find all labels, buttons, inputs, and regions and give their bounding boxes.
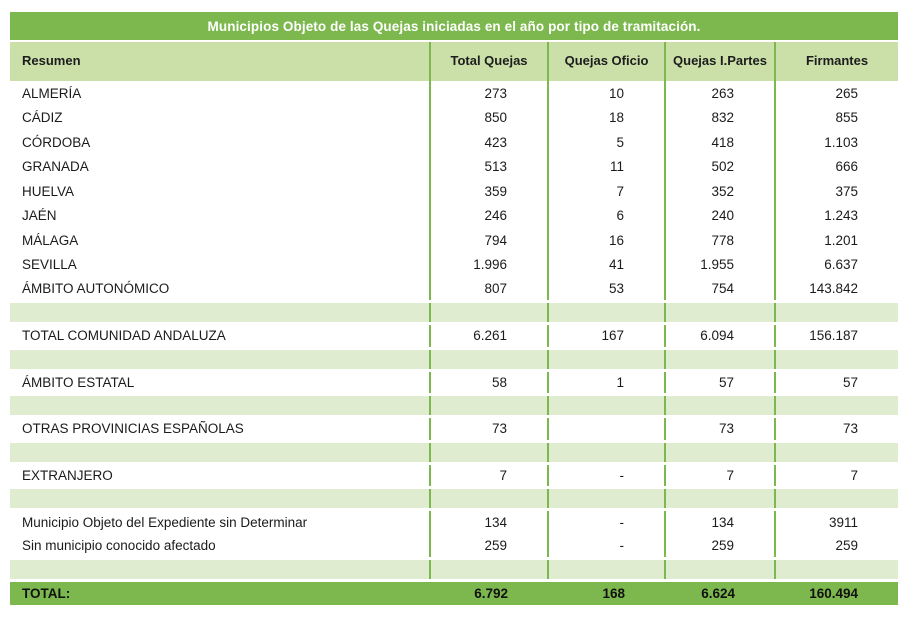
row-value: 265 — [775, 81, 898, 106]
row-value: 7 — [430, 463, 548, 488]
total-row-firmantes: 160.494 — [775, 581, 898, 605]
row-value: 754 — [665, 277, 775, 302]
table-row — [10, 130, 898, 155]
spacer-row — [10, 559, 898, 581]
row-value: 855 — [775, 106, 898, 131]
row-value: 259 — [775, 534, 898, 559]
table-row — [10, 253, 898, 278]
spacer-cell — [665, 348, 775, 370]
row-value: 57 — [665, 370, 775, 395]
table-row — [10, 81, 898, 106]
row-value: 6.637 — [775, 253, 898, 278]
spacer-row — [10, 302, 898, 324]
row-value: 259 — [430, 534, 548, 559]
spacer-cell — [10, 559, 430, 581]
row-value: 73 — [775, 417, 898, 442]
row-value: 240 — [665, 204, 775, 229]
table-body — [10, 81, 898, 581]
table-row — [10, 324, 898, 349]
table-row — [10, 106, 898, 131]
row-value: 143.842 — [775, 277, 898, 302]
table-row — [10, 534, 898, 559]
row-value: 167 — [548, 324, 665, 349]
row-label: EXTRANJERO — [10, 463, 430, 488]
row-value: 418 — [665, 130, 775, 155]
row-value: 156.187 — [775, 324, 898, 349]
row-value: 6 — [548, 204, 665, 229]
row-value: 246 — [430, 204, 548, 229]
spacer-cell — [775, 441, 898, 463]
table-row — [10, 179, 898, 204]
row-label: MÁLAGA — [10, 228, 430, 253]
spacer-row — [10, 348, 898, 370]
spacer-cell — [548, 348, 665, 370]
row-value: 18 — [548, 106, 665, 131]
row-value: 5 — [548, 130, 665, 155]
row-value: 1.955 — [665, 253, 775, 278]
spacer-cell — [10, 302, 430, 324]
table-title-row — [10, 12, 898, 41]
spacer-row — [10, 488, 898, 510]
row-label: OTRAS PROVINICIAS ESPAÑOLAS — [10, 417, 430, 442]
row-label: Sin municipio conocido afectado — [10, 534, 430, 559]
row-label: ÁMBITO ESTATAL — [10, 370, 430, 395]
column-header-total-quejas: Total Quejas — [430, 41, 548, 81]
row-value: 259 — [665, 534, 775, 559]
spacer-cell — [548, 441, 665, 463]
row-value: 273 — [430, 81, 548, 106]
row-value: 666 — [775, 155, 898, 180]
row-value: 502 — [665, 155, 775, 180]
table-title: Municipios Objeto de las Quejas iniciadas en el año por tipo de tramitación. — [10, 12, 898, 41]
row-label: CÓRDOBA — [10, 130, 430, 155]
row-label: TOTAL COMUNIDAD ANDALUZA — [10, 324, 430, 349]
table-header-row — [10, 41, 898, 81]
spacer-cell — [775, 559, 898, 581]
table-total-row — [10, 581, 898, 605]
row-value: 423 — [430, 130, 548, 155]
spacer-cell — [665, 441, 775, 463]
spacer-cell — [430, 348, 548, 370]
row-value: 3911 — [775, 510, 898, 535]
row-value: - — [548, 534, 665, 559]
spacer-cell — [775, 302, 898, 324]
row-label: GRANADA — [10, 155, 430, 180]
row-value: 794 — [430, 228, 548, 253]
row-value: 1.103 — [775, 130, 898, 155]
row-value: 778 — [665, 228, 775, 253]
column-header-resumen: Resumen — [10, 41, 430, 81]
table-row — [10, 204, 898, 229]
row-value: 10 — [548, 81, 665, 106]
row-value: 7 — [775, 463, 898, 488]
row-value: 513 — [430, 155, 548, 180]
column-header-quejas-oficio: Quejas Oficio — [548, 41, 665, 81]
row-value: 1.996 — [430, 253, 548, 278]
row-value: 352 — [665, 179, 775, 204]
row-value: 1.201 — [775, 228, 898, 253]
total-row-label: TOTAL: — [10, 581, 430, 605]
row-label: SEVILLA — [10, 253, 430, 278]
spacer-cell — [430, 395, 548, 417]
table-row — [10, 155, 898, 180]
row-value: 53 — [548, 277, 665, 302]
total-row-total-quejas: 6.792 — [430, 581, 548, 605]
spacer-cell — [10, 348, 430, 370]
spacer-cell — [548, 302, 665, 324]
row-value: 41 — [548, 253, 665, 278]
row-label: ALMERÍA — [10, 81, 430, 106]
spacer-cell — [665, 559, 775, 581]
spacer-cell — [665, 395, 775, 417]
spacer-cell — [430, 302, 548, 324]
table-row — [10, 228, 898, 253]
spacer-row — [10, 395, 898, 417]
spacer-cell — [665, 488, 775, 510]
row-value: 6.261 — [430, 324, 548, 349]
quejas-municipios-table — [10, 12, 898, 605]
row-label: ÁMBITO AUTONÓMICO — [10, 277, 430, 302]
row-value: 7 — [548, 179, 665, 204]
row-value: 263 — [665, 81, 775, 106]
row-value: 832 — [665, 106, 775, 131]
spacer-cell — [10, 441, 430, 463]
row-value: 11 — [548, 155, 665, 180]
total-row-quejas-ipartes: 6.624 — [665, 581, 775, 605]
row-value: 375 — [775, 179, 898, 204]
table-row — [10, 277, 898, 302]
column-header-firmantes: Firmantes — [775, 41, 898, 81]
spacer-cell — [775, 488, 898, 510]
row-value: 807 — [430, 277, 548, 302]
row-value: - — [548, 510, 665, 535]
row-value: 1.243 — [775, 204, 898, 229]
spacer-cell — [430, 559, 548, 581]
spacer-cell — [10, 488, 430, 510]
spacer-cell — [665, 302, 775, 324]
row-value: 73 — [665, 417, 775, 442]
row-value: 6.094 — [665, 324, 775, 349]
row-value: 57 — [775, 370, 898, 395]
spacer-row — [10, 441, 898, 463]
spacer-cell — [430, 441, 548, 463]
row-label: CÁDIZ — [10, 106, 430, 131]
spacer-cell — [775, 395, 898, 417]
row-value: 134 — [665, 510, 775, 535]
table-row — [10, 370, 898, 395]
column-header-quejas-ipartes: Quejas I.Partes — [665, 41, 775, 81]
total-row-quejas-oficio: 168 — [548, 581, 665, 605]
spacer-cell — [430, 488, 548, 510]
spacer-cell — [775, 348, 898, 370]
spacer-cell — [548, 559, 665, 581]
table-row — [10, 417, 898, 442]
row-value: 7 — [665, 463, 775, 488]
table-row — [10, 510, 898, 535]
row-label: JAÉN — [10, 204, 430, 229]
row-value — [548, 417, 665, 442]
spacer-cell — [548, 395, 665, 417]
row-value: 359 — [430, 179, 548, 204]
row-value: 16 — [548, 228, 665, 253]
spacer-cell — [10, 395, 430, 417]
row-value: 73 — [430, 417, 548, 442]
row-value: 1 — [548, 370, 665, 395]
row-value: 134 — [430, 510, 548, 535]
row-label: HUELVA — [10, 179, 430, 204]
spacer-cell — [548, 488, 665, 510]
table-row — [10, 463, 898, 488]
row-value: 58 — [430, 370, 548, 395]
row-label: Municipio Objeto del Expediente sin Determinar — [10, 510, 430, 535]
row-value: - — [548, 463, 665, 488]
row-value: 850 — [430, 106, 548, 131]
